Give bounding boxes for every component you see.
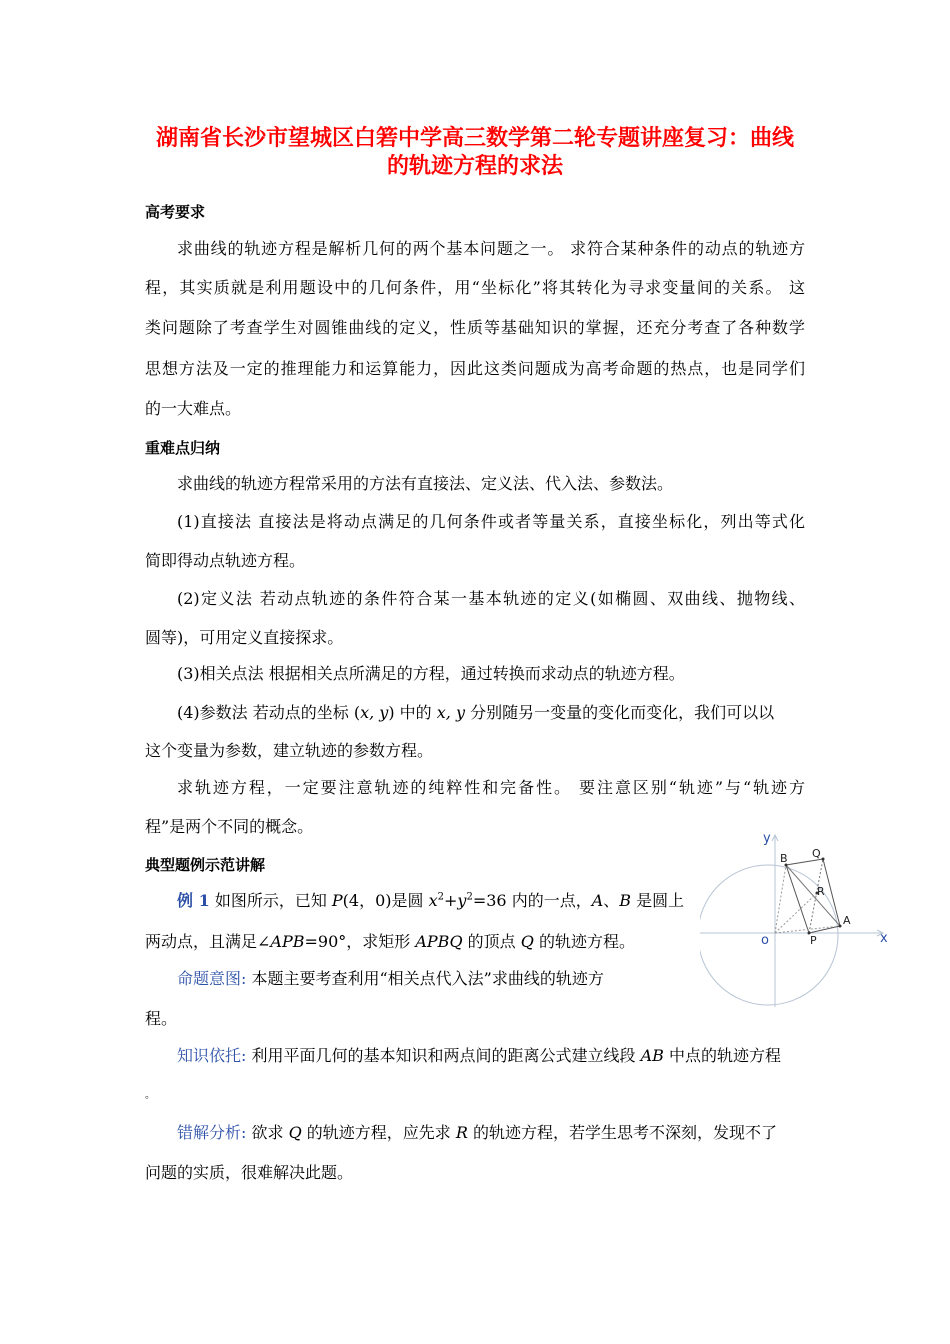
example-1-line2: 两动点，且满足∠APB=90°，求矩形 APBQ 的顶点 Q 的轨迹方程。 <box>145 932 635 951</box>
note-line1: 求轨迹方程，一定要注意轨迹的纯粹性和完备性。 要注意区别“轨迹”与“轨迹方 <box>177 778 805 797</box>
segment-BP <box>786 865 809 933</box>
point-Q <box>822 858 825 861</box>
intent-line1: 命题意图: 本题主要考查利用“相关点代入法”求曲线的轨迹方 <box>177 969 604 988</box>
note-line2: 程”是两个不同的概念。 <box>145 817 314 836</box>
label-x: x <box>880 931 888 946</box>
paragraph-line: 求曲线的轨迹方程是解析几何的两个基本问题之一。 求符合某种条件的动点的轨迹方 <box>177 239 805 258</box>
method-direct-line1: (1)直接法 直接法是将动点满足的几何条件或者等量关系，直接坐标化，列出等式化 <box>177 512 805 531</box>
basis-line2: 。 <box>145 1090 155 1101</box>
segment-OB <box>775 865 786 933</box>
segment-OR <box>775 893 817 933</box>
document-title-line2: 的轨迹方程的求法 <box>386 154 563 179</box>
label-P: P <box>810 934 817 947</box>
section-heading-key-points: 重难点归纳 <box>145 439 221 457</box>
label-B: B <box>780 852 788 865</box>
method-parameter-line1: (4)参数法 若动点的坐标 (x, y) 中的 x, y 分别随另一变量的变化而变化，我们可以以 <box>177 703 775 722</box>
paragraph-line: 求曲线的轨迹方程常采用的方法有直接法、定义法、代入法、参数法。 <box>177 474 674 493</box>
label-o: o <box>761 933 769 948</box>
method-parameter-line2: 这个变量为参数，建立轨迹的参数方程。 <box>145 741 434 760</box>
label-A: A <box>843 914 851 927</box>
method-definition-line1: (2)定义法 若动点轨迹的条件符合某一基本轨迹的定义(如椭圆、双曲线、抛物线、 <box>177 589 805 608</box>
paragraph-line: 思想方法及一定的推理能力和运算能力，因此这类问题成为高考命题的热点，也是同学们 <box>145 359 805 378</box>
method-direct-line2: 简即得动点轨迹方程。 <box>145 551 306 570</box>
paragraph-line: 程，其实质就是利用题设中的几何条件，用“坐标化”将其转化为寻求变量间的关系。 这 <box>145 278 805 297</box>
error-label: 错解分析: <box>177 1123 247 1142</box>
document-title-line1: 湖南省长沙市望城区白箬中学高三数学第二轮专题讲座复习：曲线 <box>155 126 794 151</box>
geometry-figure <box>700 825 895 1010</box>
section-heading-examples: 典型题例示范讲解 <box>145 856 266 874</box>
basis-line1: 知识依托: 利用平面几何的基本知识和两点间的距离公式建立线段 AB 中点的轨迹方程 <box>177 1046 781 1065</box>
intent-label: 命题意图: <box>177 969 247 988</box>
point-A <box>839 925 842 928</box>
paragraph-line: 类问题除了考查学生对圆锥曲线的定义，性质等基础知识的掌握，还充分考查了各种数学 <box>145 318 805 337</box>
intent-line2: 程。 <box>145 1009 178 1028</box>
example-label: 例 1 <box>177 891 210 910</box>
label-Q: Q <box>812 847 821 860</box>
basis-label: 知识依托: <box>177 1046 247 1065</box>
error-analysis-line1: 错解分析: 欲求 Q 的轨迹方程，应先求 R 的轨迹方程，若学生思考不深刻，发现不了 <box>177 1123 778 1142</box>
segment-PA <box>809 926 840 933</box>
error-analysis-line2: 问题的实质，很难解决此题。 <box>145 1163 354 1182</box>
label-y: y <box>763 831 771 846</box>
method-definition-line2: 圆等)，可用定义直接探求。 <box>145 628 344 647</box>
example-1-line1: 例 1 如图所示，已知 P(4，0)是圆 $x^2+y^2=36$ 内的一点，A、B 是圆上 <box>177 891 685 910</box>
paragraph-line: 的一大难点。 <box>145 399 242 418</box>
label-R: R <box>817 885 825 898</box>
method-related-point: (3)相关点法 根据相关点所满足的方程，通过转换而求动点的轨迹方程。 <box>177 664 685 683</box>
section-heading-requirements: 高考要求 <box>145 203 206 221</box>
